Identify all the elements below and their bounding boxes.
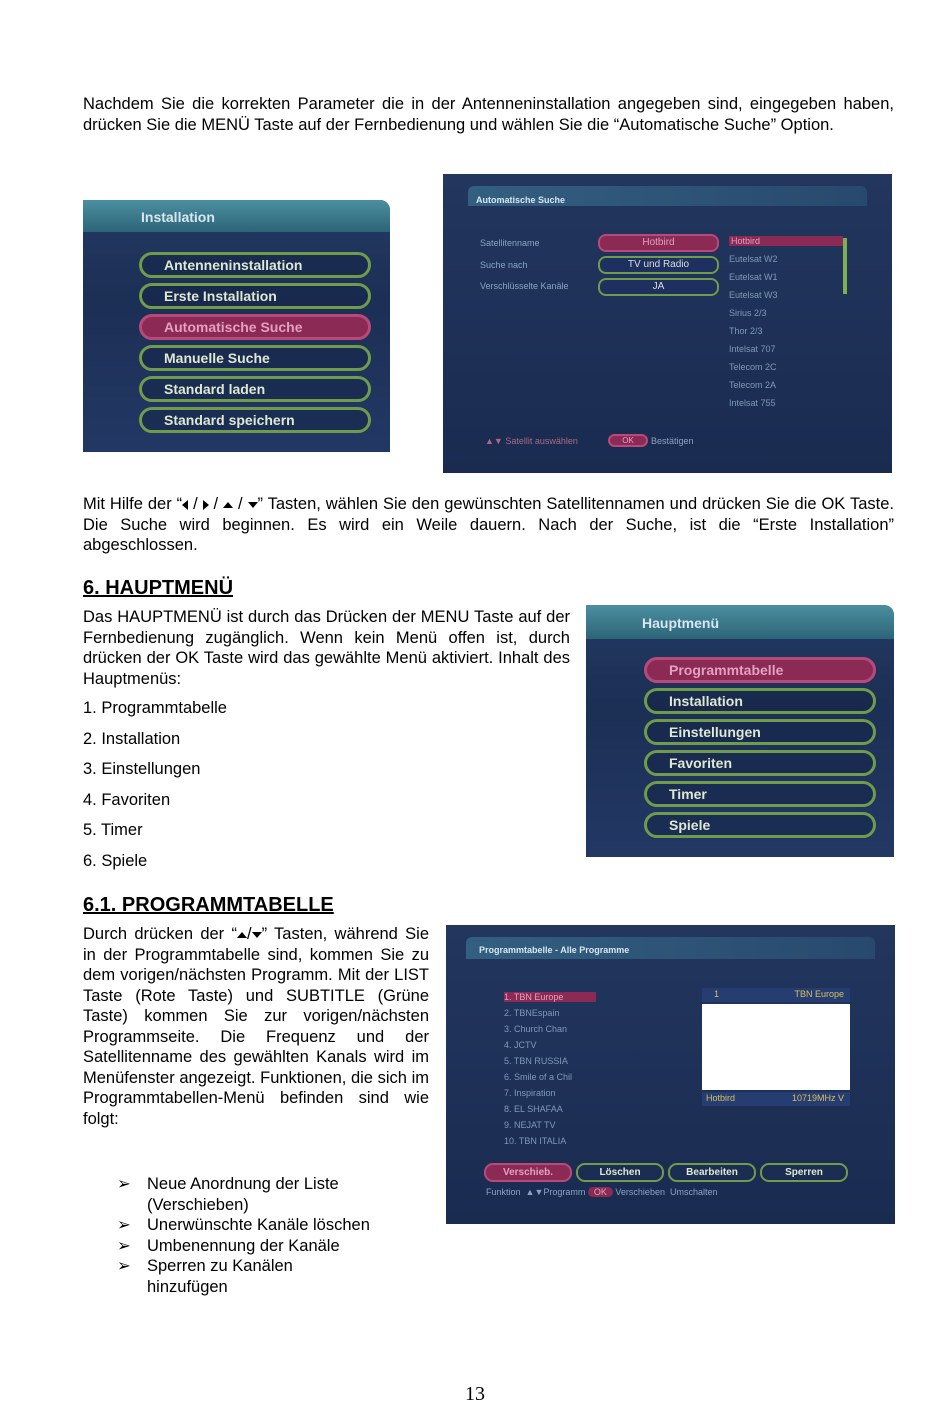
satellite-list-item[interactable]: Telecom 2C bbox=[729, 362, 777, 372]
arrow-bullet-icon: ➢ bbox=[117, 1175, 131, 1193]
satellite-name-label: Satellitenname bbox=[480, 238, 540, 248]
bullet-text: Neue Anordnung der Liste (Verschieben) bbox=[147, 1175, 339, 1214]
satellite-name-field[interactable]: Hotbird bbox=[598, 234, 719, 252]
preview-info bbox=[702, 1092, 850, 1106]
main-menu-list-item: 3. Einstellungen bbox=[83, 760, 201, 779]
satellite-list-item[interactable]: Intelsat 755 bbox=[729, 398, 776, 408]
channel-list-item[interactable]: 10. TBN ITALIA bbox=[504, 1136, 567, 1146]
preview-number: 1 bbox=[714, 989, 720, 999]
search-for-label: Suche nach bbox=[480, 260, 528, 270]
main-menu-item[interactable]: Einstellungen bbox=[644, 719, 876, 745]
satellite-list-item[interactable]: Thor 2/3 bbox=[729, 326, 763, 336]
preview-window bbox=[702, 1004, 850, 1090]
function-bullet bbox=[117, 1256, 377, 1297]
encrypted-channels-field[interactable]: JA bbox=[598, 278, 719, 296]
channel-list-item[interactable]: 2. TBNEspain bbox=[504, 1008, 560, 1018]
lock-button[interactable]: Sperren bbox=[760, 1163, 848, 1182]
channel-list-item[interactable]: 1. TBN Europe bbox=[504, 992, 596, 1002]
move-button[interactable]: Verschieb. bbox=[484, 1163, 572, 1182]
page-number: 13 bbox=[465, 1383, 485, 1405]
main-menu-item[interactable]: Favoriten bbox=[644, 750, 876, 776]
function-bullet bbox=[117, 1236, 377, 1257]
bullet-text: Sperren zu Kanälen hinzufügen bbox=[147, 1257, 293, 1296]
installation-screenshot bbox=[83, 200, 390, 452]
footer-confirm-hint: Bestätigen bbox=[651, 436, 694, 446]
main-menu-title: Hauptmenü bbox=[642, 615, 719, 631]
preview-satellite: Hotbird bbox=[706, 1093, 736, 1103]
channel-list-item[interactable]: 3. Church Chan bbox=[504, 1024, 568, 1034]
satellite-list-item[interactable]: Telecom 2A bbox=[729, 380, 777, 390]
preview-channel: TBN Europe bbox=[794, 989, 844, 999]
scrollbar[interactable] bbox=[843, 238, 847, 294]
satellite-list-item[interactable]: Eutelsat W1 bbox=[729, 272, 778, 282]
edit-button[interactable]: Bearbeiten bbox=[668, 1163, 756, 1182]
channel-list-item[interactable]: 5. TBN RUSSIA bbox=[504, 1056, 568, 1066]
installation-menu-item[interactable]: Erste Installation bbox=[139, 283, 371, 309]
arrow-bullet-icon: ➢ bbox=[117, 1237, 131, 1255]
encrypted-channels-label: Verschlüsselte Kanäle bbox=[480, 281, 569, 291]
installation-menu-item[interactable]: Standard laden bbox=[139, 376, 371, 402]
channel-list-item[interactable]: 6. Smile of a Chil bbox=[504, 1072, 573, 1082]
satellite-list-item[interactable]: Intelsat 707 bbox=[729, 344, 776, 354]
bullet-text: Unerwünschte Kanäle löschen bbox=[147, 1216, 370, 1234]
search-for-field[interactable]: TV und Radio bbox=[598, 256, 719, 274]
satellite-list-item[interactable]: Sirius 2/3 bbox=[729, 308, 767, 318]
footer-ok-button[interactable]: OK bbox=[608, 434, 648, 447]
function-bullet bbox=[117, 1174, 377, 1215]
satellite-list-item[interactable]: Eutelsat W3 bbox=[729, 290, 778, 300]
section61-paragraph: Durch drücken der “ / ” Tasten, während Sie in der Programmtabelle sind, kommen Sie zu dem vorigen/nächsten Programm. Mit der LIST Taste (Rote Taste) und SUBTITLE (Grüne Taste) kommen Sie zur vorigen/nächsten Programmseite. Die Frequenz und der Satellitenname des gewählten Kanals wird im Menüfenster angezeigt. Funktionen, die sich im Programmtabellen-Menü befinden sind wie folgt: bbox=[83, 925, 429, 1128]
channel-list-item[interactable]: 8. EL SHAFAA bbox=[504, 1104, 563, 1114]
footer-select-hint: ▲▼ Satellit auswählen bbox=[485, 436, 578, 446]
arrow-bullet-icon: ➢ bbox=[117, 1216, 131, 1234]
installation-title: Installation bbox=[141, 209, 215, 225]
main-menu-list-item: 6. Spiele bbox=[83, 852, 148, 870]
search-paragraph: Mit Hilfe der “ / / / ” Tasten, wählen Sie den gewünschten Satellitennamen und drücken Sie die OK Taste. Die Suche wird beginnen. Es wird ein Weile dauern. Nach der Suche, ist die “Erste Installation” abgeschlossen. bbox=[83, 495, 894, 554]
preview-frequency: 10719MHz V bbox=[791, 1093, 844, 1103]
main-menu-list-item: 1. Programmtabelle bbox=[83, 699, 227, 717]
channel-list-item[interactable]: 9. NEJAT TV bbox=[504, 1120, 556, 1130]
channel-list-item[interactable]: 4. JCTV bbox=[504, 1040, 537, 1050]
installation-menu-item[interactable]: Antenneninstallation bbox=[139, 252, 371, 278]
main-menu-screenshot bbox=[586, 605, 894, 857]
program-table-title: Programmtabelle - Alle Programme bbox=[479, 945, 630, 955]
program-table-screenshot bbox=[446, 925, 895, 1224]
satellite-list-item[interactable]: Hotbird bbox=[729, 236, 843, 246]
main-menu-item[interactable]: Spiele bbox=[644, 812, 876, 838]
function-bullet bbox=[117, 1215, 377, 1236]
satellite-list-item[interactable]: Eutelsat W2 bbox=[729, 254, 778, 264]
program-footer: Funktion ▲▼Programm OK Verschieben Umschalten bbox=[486, 1187, 718, 1197]
installation-menu-item[interactable]: Automatische Suche bbox=[139, 314, 371, 340]
auto-search-title: Automatische Suche bbox=[476, 195, 566, 205]
section6-heading: 6. HAUPTMENÜ bbox=[83, 577, 234, 599]
auto-search-screenshot bbox=[443, 174, 892, 473]
main-menu-item[interactable]: Programmtabelle bbox=[644, 657, 876, 683]
section61-heading: 6.1. PROGRAMMTABELLE bbox=[83, 894, 334, 916]
main-menu-item[interactable]: Timer bbox=[644, 781, 876, 807]
installation-menu-item[interactable]: Standard speichern bbox=[139, 407, 371, 433]
preview-header bbox=[702, 988, 850, 1002]
main-menu-item[interactable]: Installation bbox=[644, 688, 876, 714]
main-menu-list-item: 5. Timer bbox=[83, 821, 143, 840]
section6-paragraph: Das HAUPTMENÜ ist durch das Drücken der MENU Taste auf der Fernbedienung zugänglich. Wenn kein Menü offen ist, durch drücken der OK Taste wird das gewählte Menü aktiviert. Inhalt des Hauptmenüs: bbox=[83, 608, 570, 688]
intro-paragraph: Nachdem Sie die korrekten Parameter die in der Antenneninstallation angegeben sind, eingegeben haben, drücken Sie die MENÜ Taste auf der Fernbedienung und wählen Sie die “Automatische Suche” Option. bbox=[83, 95, 894, 134]
delete-button[interactable]: Löschen bbox=[576, 1163, 664, 1182]
installation-menu-item[interactable]: Manuelle Suche bbox=[139, 345, 371, 371]
bullet-text: Umbenennung der Kanäle bbox=[147, 1237, 340, 1255]
arrow-bullet-icon: ➢ bbox=[117, 1257, 131, 1275]
channel-list-item[interactable]: 7. Inspiration bbox=[504, 1088, 556, 1098]
main-menu-list-item: 2. Installation bbox=[83, 729, 181, 748]
main-menu-list-item: 4. Favoriten bbox=[83, 790, 171, 809]
